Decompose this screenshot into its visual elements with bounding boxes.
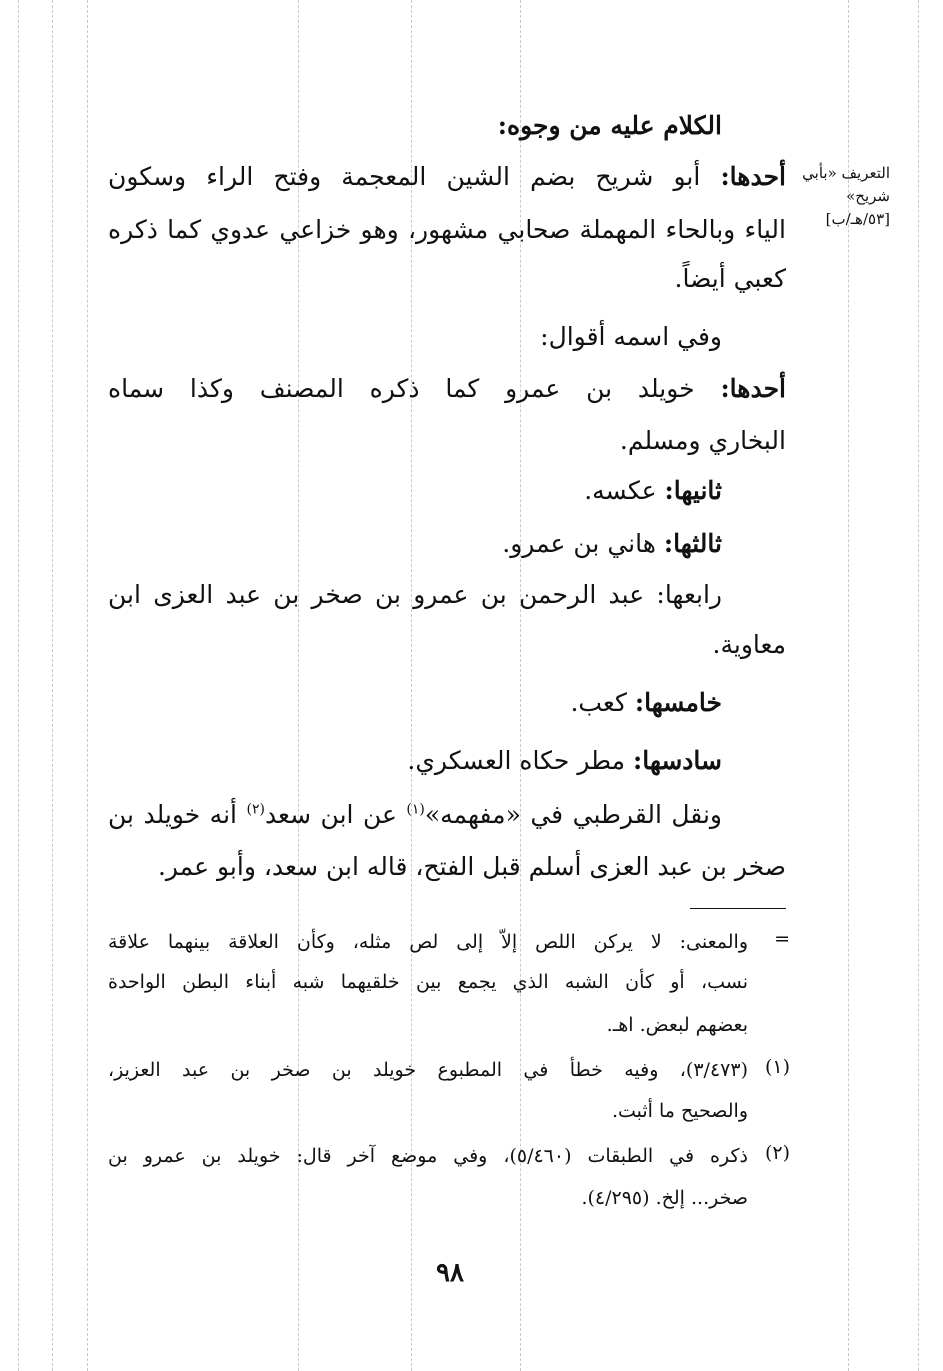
footnote-ref[interactable]: (١) — [406, 801, 425, 818]
body-line: سادسها: مطر حكاه العسكري. — [407, 746, 722, 775]
body-line: معاوية. — [712, 630, 786, 659]
page-number: ٩٨ — [436, 1258, 464, 1288]
footnote-ref[interactable]: (٢) — [246, 801, 265, 818]
body-line: ونقل القرطبي في «مفهمه»$^{(١)}$ عن ابن سعد$^{(٢)}$ أنه خويلد بن — [108, 800, 722, 829]
guide-line — [52, 0, 53, 1371]
ordinal-label: ثانيها: — [664, 476, 722, 505]
guide-line — [918, 0, 919, 1371]
ordinal-label: رابعها: — [656, 580, 722, 609]
margin-note-line: التعريف «بأبي — [802, 164, 890, 182]
ordinal-label: ثالثها: — [663, 529, 722, 558]
footnotes — [108, 0, 748, 1240]
footnote-line: والمعنى: لا يركن اللص إلاّ إلى لص مثله، وكأن العلاقة بينهما علاقة — [108, 931, 748, 953]
guide-line — [87, 0, 88, 1371]
body-line: رابعها: عبد الرحمن بن عمرو بن صخر بن عبد العزى ابن — [108, 580, 722, 609]
body-line: الياء وبالحاء المهملة صحابي مشهور، وهو خزاعي عدوي كما ذكره — [108, 215, 786, 244]
footnote-number: (٢) — [764, 1142, 790, 1164]
ordinal-label: خامسها: — [634, 688, 722, 717]
ordinal-label: أحدها: — [720, 162, 786, 191]
ordinal-label: سادسها: — [632, 746, 722, 775]
footnote-continuation-marker: = — [774, 928, 790, 950]
margin-note-line: شريح» — [846, 187, 890, 205]
body-line: البخاري ومسلم. — [619, 426, 786, 455]
guide-line — [18, 0, 19, 1371]
footnote-line: بعضهم لبعض. اهـ. — [606, 1014, 748, 1036]
body-line: كعبي أيضاً. — [674, 264, 786, 293]
body-line: أحدها: أبو شريح بضم الشين المعجمة وفتح الراء وسكون — [108, 162, 786, 191]
body-line: خامسها: كعب. — [570, 688, 722, 717]
margin-note — [790, 162, 890, 231]
body-line: صخر بن عبد العزى أسلم قبل الفتح، قاله ابن سعد، وأبو عمر. — [157, 852, 786, 881]
footnote-line: نسب، أو كأن الشبه الذي يجمع بين خلقيهما شبه أبناء البطن الواحدة — [108, 971, 748, 993]
ordinal-label: أحدها: — [720, 374, 786, 403]
footnote-line: (٣/٤٧٣)، وفيه خطأ في المطبوع خويلد بن صخر بن عبد العزيز، — [108, 1059, 748, 1081]
footnote-number: (١) — [764, 1056, 790, 1078]
footnote-line: ذكره في الطبقات (٥/٤٦٠)، وفي موضع آخر قال: خويلد بن عمرو بن — [108, 1145, 748, 1167]
body-line: أحدها: خويلد بن عمرو كما ذكره المصنف وكذا سماه — [108, 374, 786, 403]
body-line: ثانيها: عكسه. — [584, 476, 722, 505]
section-heading: الكلام عليه من وجوه: — [497, 111, 722, 140]
margin-note-line: [٥٣/هـ/ب] — [825, 210, 890, 228]
footnote-line: صخر... إلخ. (٤/٢٩٥). — [581, 1187, 748, 1209]
body-line: ثالثها: هاني بن عمرو. — [502, 529, 722, 558]
body-line: وفي اسمه أقوال: — [540, 322, 722, 351]
footnote-line: والصحيح ما أثبت. — [611, 1100, 748, 1122]
